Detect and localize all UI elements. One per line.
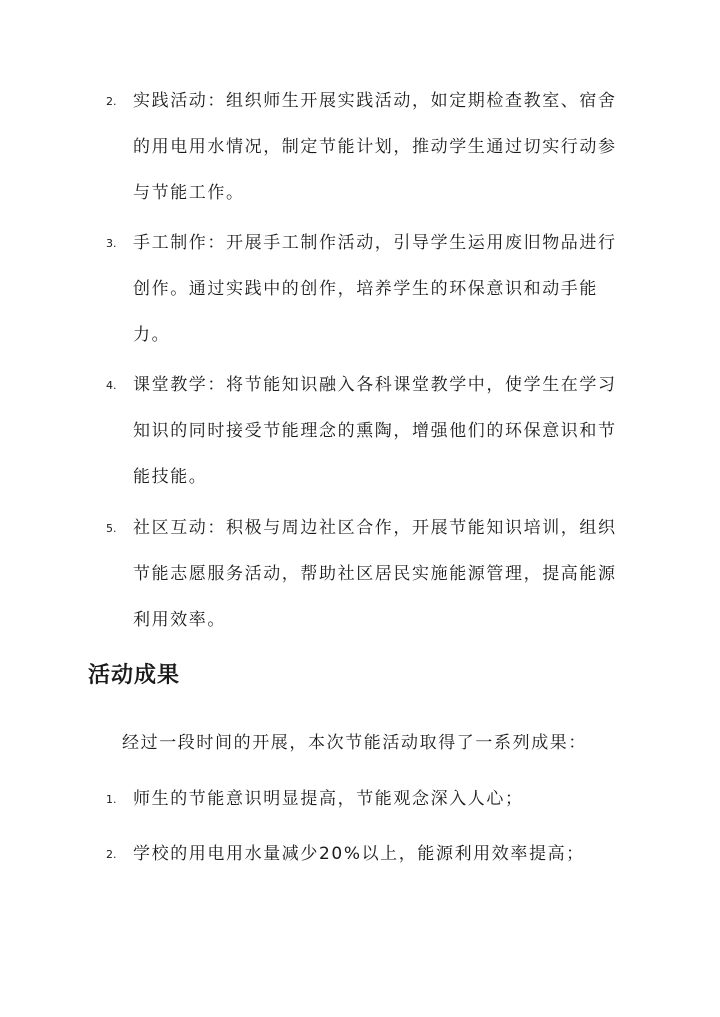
list-item-result-1 bbox=[106, 776, 626, 822]
list-item-text: 实践活动：组织师生开展实践活动，如定期检查教室、宿舍的用电用水情况，制定节能计划，推动学生通过切实行动参与节能工作。 bbox=[133, 91, 617, 203]
list-item-practice-2 bbox=[106, 78, 626, 216]
list-number: 1. bbox=[106, 793, 117, 806]
section-heading: 活动成果 bbox=[88, 663, 181, 688]
list-item-text: 社区互动：积极与周边社区合作，开展节能知识培训，组织节能志愿服务活动，帮助社区居民实施能源管理，提高能源利用效率。 bbox=[133, 518, 617, 630]
list-number: 2. bbox=[106, 848, 117, 861]
list-item-practice-3 bbox=[106, 220, 626, 358]
list-number: 5. bbox=[106, 522, 117, 535]
list-item-practice-4 bbox=[106, 362, 626, 500]
list-item-text: 学校的用电用水量减少20%以上，能源利用效率提高； bbox=[133, 844, 585, 864]
list-number: 3. bbox=[106, 237, 117, 250]
results-intro-paragraph: 经过一段时间的开展，本次节能活动取得了一系列成果： bbox=[122, 733, 587, 753]
list-item-result-2 bbox=[106, 831, 626, 877]
list-item-text: 手工制作：开展手工制作活动，引导学生运用废旧物品进行创作。通过实践中的创作，培养学生的环保意识和动手能力。 bbox=[133, 233, 617, 345]
list-number: 2. bbox=[106, 95, 117, 108]
list-item-practice-5 bbox=[106, 505, 626, 643]
list-item-text: 课堂教学：将节能知识融入各科课堂教学中，使学生在学习知识的同时接受节能理念的熏陶，增强他们的环保意识和节能技能。 bbox=[133, 375, 617, 487]
list-number: 4. bbox=[106, 379, 117, 392]
list-item-text: 师生的节能意识明显提高，节能观念深入人心； bbox=[133, 789, 524, 809]
